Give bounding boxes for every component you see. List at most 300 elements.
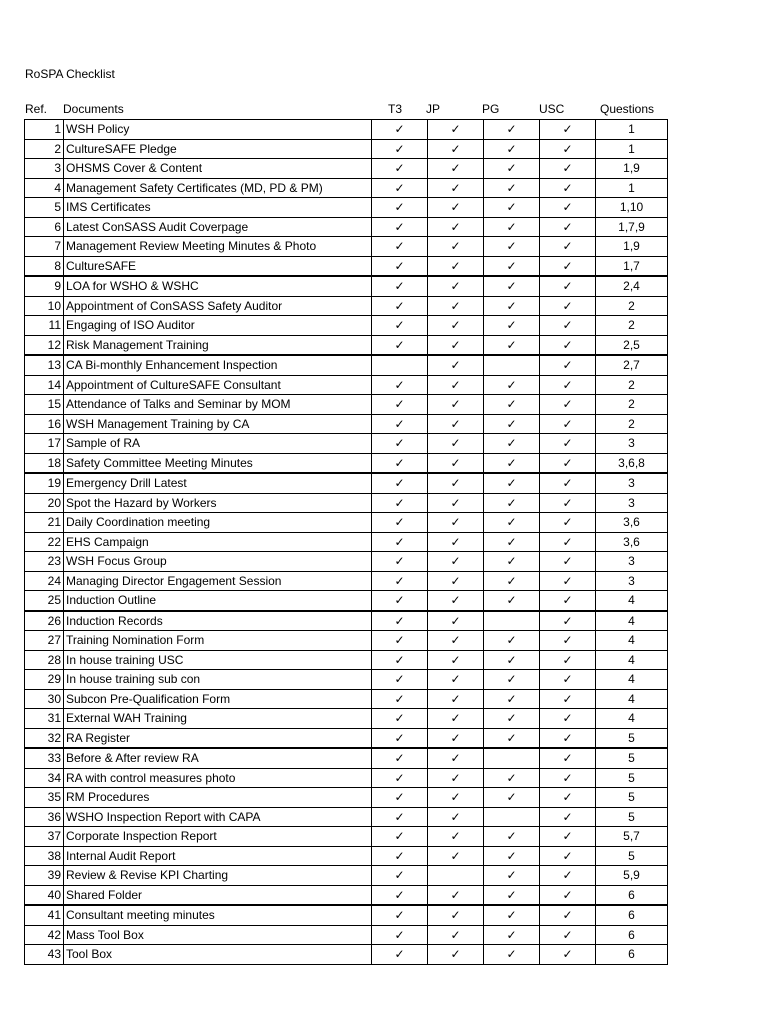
check-cell-t3 — [372, 276, 428, 296]
row-document: Emergency Drill Latest — [64, 473, 372, 493]
check-icon: ✓ — [562, 122, 573, 137]
row-document: Daily Coordination meeting — [64, 513, 372, 533]
row-document: Managing Director Engagement Session — [64, 571, 372, 591]
table-row — [25, 493, 668, 513]
row-questions: 4 — [596, 611, 668, 631]
check-cell-pg — [484, 139, 540, 159]
row-document: WSH Management Training by CA — [64, 414, 372, 434]
check-cell-usc — [540, 945, 596, 965]
check-cell-pg — [484, 905, 540, 925]
check-cell-usc — [540, 414, 596, 434]
check-cell-pg — [484, 434, 540, 454]
check-cell-t3 — [372, 905, 428, 925]
check-icon: ✓ — [394, 161, 405, 176]
check-cell-usc — [540, 905, 596, 925]
check-icon: ✓ — [450, 397, 461, 412]
check-cell-usc — [540, 120, 596, 140]
row-questions: 5 — [596, 846, 668, 866]
row-ref: 35 — [25, 788, 64, 808]
row-questions: 1 — [596, 178, 668, 198]
check-cell-t3 — [372, 237, 428, 257]
check-icon: ✓ — [506, 337, 517, 352]
check-icon: ✓ — [506, 495, 517, 510]
check-icon: ✓ — [506, 455, 517, 470]
row-document: Spot the Hazard by Workers — [64, 493, 372, 513]
row-questions: 1 — [596, 139, 668, 159]
row-questions: 3 — [596, 493, 668, 513]
row-ref: 5 — [25, 198, 64, 218]
check-icon: ✓ — [562, 770, 573, 785]
row-questions: 2,4 — [596, 276, 668, 296]
check-icon: ✓ — [450, 887, 461, 902]
table-row — [25, 395, 668, 415]
check-cell-jp — [428, 631, 484, 651]
check-icon: ✓ — [562, 180, 573, 195]
row-ref: 27 — [25, 631, 64, 651]
row-questions: 3 — [596, 552, 668, 572]
row-document: Safety Committee Meeting Minutes — [64, 453, 372, 473]
check-icon: ✓ — [506, 258, 517, 273]
check-icon: ✓ — [506, 573, 517, 588]
row-ref: 2 — [25, 139, 64, 159]
check-cell-usc — [540, 866, 596, 886]
check-cell-jp — [428, 473, 484, 493]
check-icon: ✓ — [450, 337, 461, 352]
row-document: IMS Certificates — [64, 198, 372, 218]
table-row — [25, 552, 668, 572]
table-row — [25, 335, 668, 355]
row-ref: 38 — [25, 846, 64, 866]
check-cell-t3 — [372, 198, 428, 218]
check-icon: ✓ — [394, 652, 405, 667]
check-icon: ✓ — [450, 573, 461, 588]
check-cell-usc — [540, 885, 596, 905]
check-icon: ✓ — [506, 593, 517, 608]
check-cell-jp — [428, 552, 484, 572]
check-cell-t3 — [372, 945, 428, 965]
check-icon: ✓ — [450, 279, 461, 294]
table-row — [25, 217, 668, 237]
check-icon: ✓ — [562, 436, 573, 451]
table-row — [25, 355, 668, 375]
check-cell-pg — [484, 217, 540, 237]
check-cell-pg — [484, 827, 540, 847]
check-icon: ✓ — [450, 829, 461, 844]
check-cell-t3 — [372, 159, 428, 179]
row-document: RM Procedures — [64, 788, 372, 808]
row-ref: 31 — [25, 709, 64, 729]
check-icon: ✓ — [562, 358, 573, 373]
check-icon: ✓ — [562, 848, 573, 863]
table-row — [25, 453, 668, 473]
table-row — [25, 788, 668, 808]
check-cell-pg — [484, 591, 540, 611]
row-document: Internal Audit Report — [64, 846, 372, 866]
check-icon: ✓ — [394, 455, 405, 470]
row-questions: 2 — [596, 316, 668, 336]
row-document: Management Review Meeting Minutes & Photo — [64, 237, 372, 257]
check-cell-jp — [428, 670, 484, 690]
check-cell-jp — [428, 611, 484, 631]
row-ref: 4 — [25, 178, 64, 198]
row-questions: 4 — [596, 670, 668, 690]
check-icon: ✓ — [562, 633, 573, 648]
check-cell-jp — [428, 178, 484, 198]
check-icon: ✓ — [506, 534, 517, 549]
check-cell-usc — [540, 709, 596, 729]
check-icon: ✓ — [562, 593, 573, 608]
row-ref: 42 — [25, 925, 64, 945]
row-questions: 1,10 — [596, 198, 668, 218]
check-icon: ✓ — [562, 751, 573, 766]
row-document: Corporate Inspection Report — [64, 827, 372, 847]
row-questions: 6 — [596, 945, 668, 965]
check-icon: ✓ — [394, 809, 405, 824]
check-cell-pg — [484, 276, 540, 296]
check-cell-jp — [428, 355, 484, 375]
check-cell-usc — [540, 728, 596, 748]
row-ref: 37 — [25, 827, 64, 847]
check-cell-pg — [484, 473, 540, 493]
check-cell-t3 — [372, 846, 428, 866]
check-icon: ✓ — [506, 377, 517, 392]
check-icon: ✓ — [394, 476, 405, 491]
header-ref: Ref. — [25, 102, 48, 116]
check-cell-jp — [428, 375, 484, 395]
table-row — [25, 611, 668, 631]
row-document: Tool Box — [64, 945, 372, 965]
check-cell-usc — [540, 355, 596, 375]
check-icon: ✓ — [506, 219, 517, 234]
check-cell-t3 — [372, 728, 428, 748]
checklist-table — [24, 119, 668, 965]
row-ref: 10 — [25, 296, 64, 316]
check-cell-usc — [540, 631, 596, 651]
row-ref: 32 — [25, 728, 64, 748]
check-cell-t3 — [372, 552, 428, 572]
check-cell-jp — [428, 335, 484, 355]
check-icon: ✓ — [506, 161, 517, 176]
row-ref: 39 — [25, 866, 64, 886]
row-questions: 3 — [596, 571, 668, 591]
check-cell-t3 — [372, 631, 428, 651]
check-cell-usc — [540, 807, 596, 827]
check-icon: ✓ — [450, 141, 461, 156]
row-ref: 43 — [25, 945, 64, 965]
check-cell-t3 — [372, 139, 428, 159]
check-icon: ✓ — [450, 848, 461, 863]
check-cell-t3 — [372, 827, 428, 847]
check-cell-jp — [428, 866, 484, 886]
check-cell-t3 — [372, 414, 428, 434]
row-questions: 1,7 — [596, 256, 668, 276]
check-cell-jp — [428, 237, 484, 257]
check-icon: ✓ — [450, 554, 461, 569]
row-document: In house training sub con — [64, 670, 372, 690]
row-ref: 15 — [25, 395, 64, 415]
check-cell-usc — [540, 689, 596, 709]
check-icon: ✓ — [450, 770, 461, 785]
check-icon: ✓ — [450, 652, 461, 667]
row-document: Management Safety Certificates (MD, PD & PM) — [64, 178, 372, 198]
check-cell-usc — [540, 827, 596, 847]
check-icon: ✓ — [394, 141, 405, 156]
row-document: In house training USC — [64, 650, 372, 670]
header-usc: USC — [539, 102, 565, 116]
check-cell-jp — [428, 395, 484, 415]
check-icon: ✓ — [562, 141, 573, 156]
check-icon: ✓ — [506, 908, 517, 923]
page-title: RoSPA Checklist — [25, 67, 115, 81]
check-cell-pg — [484, 768, 540, 788]
row-document: CultureSAFE — [64, 256, 372, 276]
check-icon: ✓ — [506, 711, 517, 726]
check-icon: ✓ — [450, 122, 461, 137]
check-icon: ✓ — [394, 318, 405, 333]
check-icon: ✓ — [506, 947, 517, 962]
table-row — [25, 434, 668, 454]
check-icon: ✓ — [394, 613, 405, 628]
check-cell-t3 — [372, 178, 428, 198]
check-cell-pg — [484, 846, 540, 866]
table-row — [25, 748, 668, 768]
check-icon: ✓ — [450, 633, 461, 648]
check-icon: ✓ — [394, 298, 405, 313]
row-ref: 41 — [25, 905, 64, 925]
check-icon: ✓ — [394, 534, 405, 549]
check-cell-pg — [484, 395, 540, 415]
row-document: Attendance of Talks and Seminar by MOM — [64, 395, 372, 415]
header-t3: T3 — [388, 102, 403, 116]
check-cell-usc — [540, 513, 596, 533]
row-ref: 1 — [25, 120, 64, 140]
row-ref: 21 — [25, 513, 64, 533]
check-icon: ✓ — [450, 908, 461, 923]
check-cell-t3 — [372, 866, 428, 886]
row-ref: 30 — [25, 689, 64, 709]
table-row — [25, 925, 668, 945]
check-icon: ✓ — [562, 908, 573, 923]
check-cell-usc — [540, 296, 596, 316]
row-document: Subcon Pre-Qualification Form — [64, 689, 372, 709]
check-cell-jp — [428, 591, 484, 611]
check-icon: ✓ — [450, 515, 461, 530]
check-icon: ✓ — [394, 829, 405, 844]
check-cell-usc — [540, 217, 596, 237]
check-cell-pg — [484, 513, 540, 533]
row-document: RA Register — [64, 728, 372, 748]
check-cell-t3 — [372, 670, 428, 690]
row-document: Appointment of CultureSAFE Consultant — [64, 375, 372, 395]
check-icon: ✓ — [394, 751, 405, 766]
check-icon: ✓ — [506, 318, 517, 333]
row-ref: 7 — [25, 237, 64, 257]
check-cell-t3 — [372, 591, 428, 611]
check-cell-jp — [428, 650, 484, 670]
check-icon: ✓ — [394, 691, 405, 706]
check-icon: ✓ — [450, 711, 461, 726]
check-icon: ✓ — [394, 573, 405, 588]
row-document: External WAH Training — [64, 709, 372, 729]
row-ref: 13 — [25, 355, 64, 375]
check-icon: ✓ — [562, 318, 573, 333]
check-cell-t3 — [372, 217, 428, 237]
row-questions: 1,7,9 — [596, 217, 668, 237]
table-row — [25, 256, 668, 276]
row-ref: 19 — [25, 473, 64, 493]
check-cell-t3 — [372, 375, 428, 395]
check-cell-usc — [540, 198, 596, 218]
check-icon: ✓ — [562, 239, 573, 254]
check-icon: ✓ — [394, 633, 405, 648]
check-cell-usc — [540, 591, 596, 611]
check-cell-jp — [428, 159, 484, 179]
check-cell-jp — [428, 709, 484, 729]
check-cell-usc — [540, 532, 596, 552]
check-icon: ✓ — [394, 416, 405, 431]
row-document: Consultant meeting minutes — [64, 905, 372, 925]
row-questions: 5 — [596, 748, 668, 768]
check-cell-pg — [484, 256, 540, 276]
check-cell-pg — [484, 178, 540, 198]
check-icon: ✓ — [450, 318, 461, 333]
check-cell-t3 — [372, 650, 428, 670]
row-questions: 1 — [596, 120, 668, 140]
check-cell-jp — [428, 885, 484, 905]
row-document: CA Bi-monthly Enhancement Inspection — [64, 355, 372, 375]
row-questions: 5 — [596, 807, 668, 827]
check-cell-pg — [484, 571, 540, 591]
check-icon: ✓ — [450, 180, 461, 195]
check-cell-jp — [428, 728, 484, 748]
check-icon: ✓ — [562, 337, 573, 352]
check-icon: ✓ — [562, 947, 573, 962]
check-cell-jp — [428, 807, 484, 827]
check-icon: ✓ — [394, 377, 405, 392]
table-row — [25, 316, 668, 336]
table-row — [25, 670, 668, 690]
row-ref: 28 — [25, 650, 64, 670]
table-row — [25, 513, 668, 533]
check-cell-pg — [484, 237, 540, 257]
check-icon: ✓ — [450, 377, 461, 392]
check-icon: ✓ — [562, 652, 573, 667]
check-icon: ✓ — [506, 790, 517, 805]
table-row — [25, 276, 668, 296]
check-cell-usc — [540, 650, 596, 670]
check-cell-usc — [540, 237, 596, 257]
check-icon: ✓ — [506, 476, 517, 491]
check-icon: ✓ — [562, 298, 573, 313]
row-questions: 2,7 — [596, 355, 668, 375]
check-icon: ✓ — [450, 593, 461, 608]
check-cell-jp — [428, 414, 484, 434]
check-icon: ✓ — [506, 829, 517, 844]
row-ref: 18 — [25, 453, 64, 473]
check-cell-pg — [484, 748, 540, 768]
check-cell-jp — [428, 256, 484, 276]
check-icon: ✓ — [562, 554, 573, 569]
check-cell-t3 — [372, 709, 428, 729]
check-icon: ✓ — [562, 495, 573, 510]
check-icon: ✓ — [506, 397, 517, 412]
check-icon: ✓ — [394, 730, 405, 745]
row-document: Appointment of ConSASS Safety Auditor — [64, 296, 372, 316]
check-icon: ✓ — [506, 691, 517, 706]
row-document: Mass Tool Box — [64, 925, 372, 945]
row-document: Risk Management Training — [64, 335, 372, 355]
check-cell-jp — [428, 139, 484, 159]
check-icon: ✓ — [562, 927, 573, 942]
check-icon: ✓ — [506, 436, 517, 451]
check-cell-pg — [484, 335, 540, 355]
table-row — [25, 237, 668, 257]
check-cell-usc — [540, 493, 596, 513]
check-cell-jp — [428, 788, 484, 808]
check-icon: ✓ — [450, 534, 461, 549]
row-ref: 24 — [25, 571, 64, 591]
check-icon: ✓ — [450, 298, 461, 313]
check-icon: ✓ — [562, 573, 573, 588]
row-questions: 5,9 — [596, 866, 668, 886]
table-row — [25, 159, 668, 179]
row-questions: 2 — [596, 296, 668, 316]
row-document: Sample of RA — [64, 434, 372, 454]
check-icon: ✓ — [506, 279, 517, 294]
check-icon: ✓ — [450, 200, 461, 215]
check-cell-pg — [484, 414, 540, 434]
check-cell-jp — [428, 217, 484, 237]
table-row — [25, 120, 668, 140]
row-questions: 6 — [596, 925, 668, 945]
check-cell-jp — [428, 434, 484, 454]
check-icon: ✓ — [562, 200, 573, 215]
check-icon: ✓ — [450, 219, 461, 234]
check-cell-t3 — [372, 611, 428, 631]
check-cell-t3 — [372, 925, 428, 945]
header-documents: Documents — [63, 102, 124, 116]
row-questions: 4 — [596, 709, 668, 729]
check-icon: ✓ — [394, 672, 405, 687]
check-cell-usc — [540, 276, 596, 296]
row-ref: 17 — [25, 434, 64, 454]
check-icon: ✓ — [450, 258, 461, 273]
check-cell-pg — [484, 709, 540, 729]
check-cell-jp — [428, 925, 484, 945]
table-row — [25, 768, 668, 788]
check-cell-jp — [428, 120, 484, 140]
row-ref: 9 — [25, 276, 64, 296]
row-document: EHS Campaign — [64, 532, 372, 552]
check-icon: ✓ — [562, 515, 573, 530]
check-icon: ✓ — [394, 258, 405, 273]
check-icon: ✓ — [506, 515, 517, 530]
check-icon: ✓ — [450, 691, 461, 706]
table-row — [25, 571, 668, 591]
row-questions: 1,9 — [596, 237, 668, 257]
check-icon: ✓ — [562, 219, 573, 234]
table-row — [25, 198, 668, 218]
row-questions: 2,5 — [596, 335, 668, 355]
check-icon: ✓ — [450, 809, 461, 824]
row-questions: 6 — [596, 905, 668, 925]
check-icon: ✓ — [394, 515, 405, 530]
check-icon: ✓ — [506, 200, 517, 215]
check-cell-pg — [484, 788, 540, 808]
check-cell-jp — [428, 532, 484, 552]
check-cell-pg — [484, 670, 540, 690]
check-icon: ✓ — [506, 770, 517, 785]
